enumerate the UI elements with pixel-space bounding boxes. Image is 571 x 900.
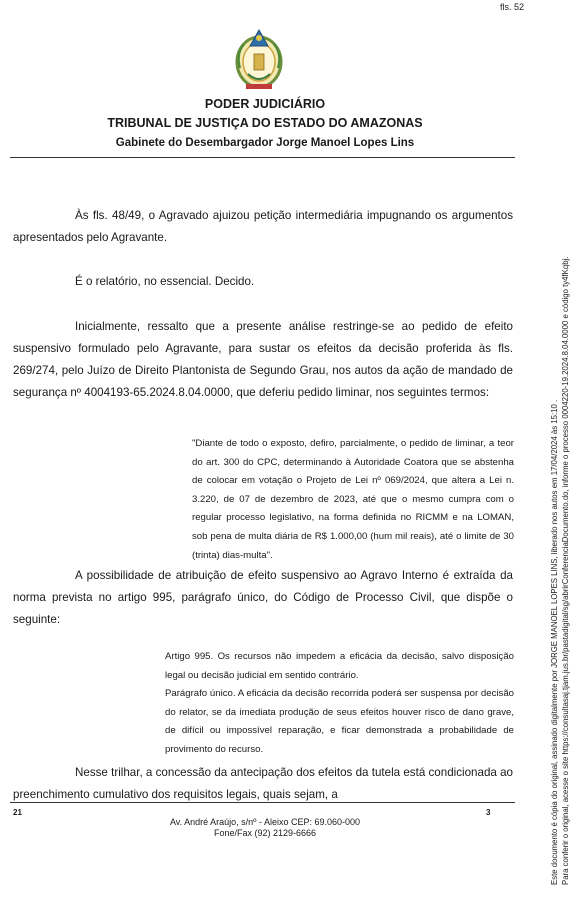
paragraph-5: Nesse trilhar, a concessão da antecipação dos efeitos da tutela está condicionada ao preenchimento cumulativo dos requisitos legais, quais sejam, a (13, 766, 513, 801)
paragraph-1: Às fls. 48/49, o Agravado ajuizou petição intermediária impugnando os argumentos apresentados pelo Agravante. (13, 209, 513, 244)
block-quote-article-995 (165, 648, 514, 760)
paragraph-4: A possibilidade de atribuição de efeito suspensivo ao Agravo Interno é extraída da norma prevista no artigo 995, parágrafo único, do Código de Processo Civil, que dispõe o seguinte: (13, 569, 513, 626)
footer-phone: Fone/Fax (92) 2129-6666 (213, 828, 317, 838)
page-number-left: 21 (13, 808, 22, 817)
paragraph-3: Inicialmente, ressalto que a presente análise restringe-se ao pedido de efeito suspensivo formulado pelo Agravante, para sustar os efeitos da decisão proferida às fls. 269/274, pelo Juízo de Direito Plantonista de Segundo Grau, nos autos da ação de mandado de segurança nº 4004193-65.2024.8.04.0000, que deferiu pedido liminar, nos seguintes termos: (13, 320, 513, 399)
paragraph-2: É o relatório, no essencial. Decido. (75, 275, 255, 288)
header-line-1: PODER JUDICIÁRIO (204, 97, 326, 111)
folio-number: fls. 52 (500, 2, 525, 12)
court-seal-emblem (228, 24, 290, 94)
footer-address: Av. André Araújo, s/nº - Aleixo CEP: 69.060-000 (169, 817, 361, 827)
article-995-paragraph: Parágrafo único. A eficácia da decisão recorrida poderá ser suspensa por decisão do relator, se da imediata produção de seus efeitos houver risco de dano grave, de difícil ou impossível reparação, e ficar demonstrada a probabilidade de provimento do recurso. (165, 688, 514, 755)
article-995-caput: Artigo 995. Os recursos não impedem a eficácia da decisão, salvo disposição legal ou decisão judicial em sentido contrário. (165, 651, 514, 681)
digital-signature-note (549, 5, 571, 885)
header-divider (10, 157, 515, 158)
header-line-2: TRIBUNAL DE JUSTIÇA DO ESTADO DO AMAZONAS (107, 116, 423, 130)
signature-note-line-1: Este documento é cópia do original, assinado digitalmente por JORGE MANOEL LOPES LINS, liberado nos autos em 17/04/2024 às 15:10 . (550, 399, 559, 885)
page-number-right: 3 (486, 808, 491, 817)
block-quote-liminar: "Diante de todo o exposto, defiro, parcialmente, o pedido de liminar, a teor do art. 300 do CPC, determinando à Autoridade Coatora que se abstenha de colocar em votação o Projeto de Lei nº 069/2024, que altera a Lei n. 3.220, de 07 de dezembro de 2023, até que o mesmo cumpra com o regular processo legislativo, na forma definida no RICMM e na LOMAN, sob pena de multa diária de R$ 1.000,00 (hum mil reais), até o limite de 30 (trinta) dias-multa". (192, 438, 514, 561)
signature-note-line-2: Para conferir o original, acesse o site https://consultasaj.tjam.jus.br/pastadigital/sg/abrirConferenciaDocumento.do, informe o processo 0004220-19.2024.8.04.0000 e código ty4fKqbj. (561, 256, 570, 885)
header-line-3: Gabinete do Desembargador Jorge Manoel Lopes Lins (115, 137, 415, 149)
footer-divider (10, 802, 515, 803)
